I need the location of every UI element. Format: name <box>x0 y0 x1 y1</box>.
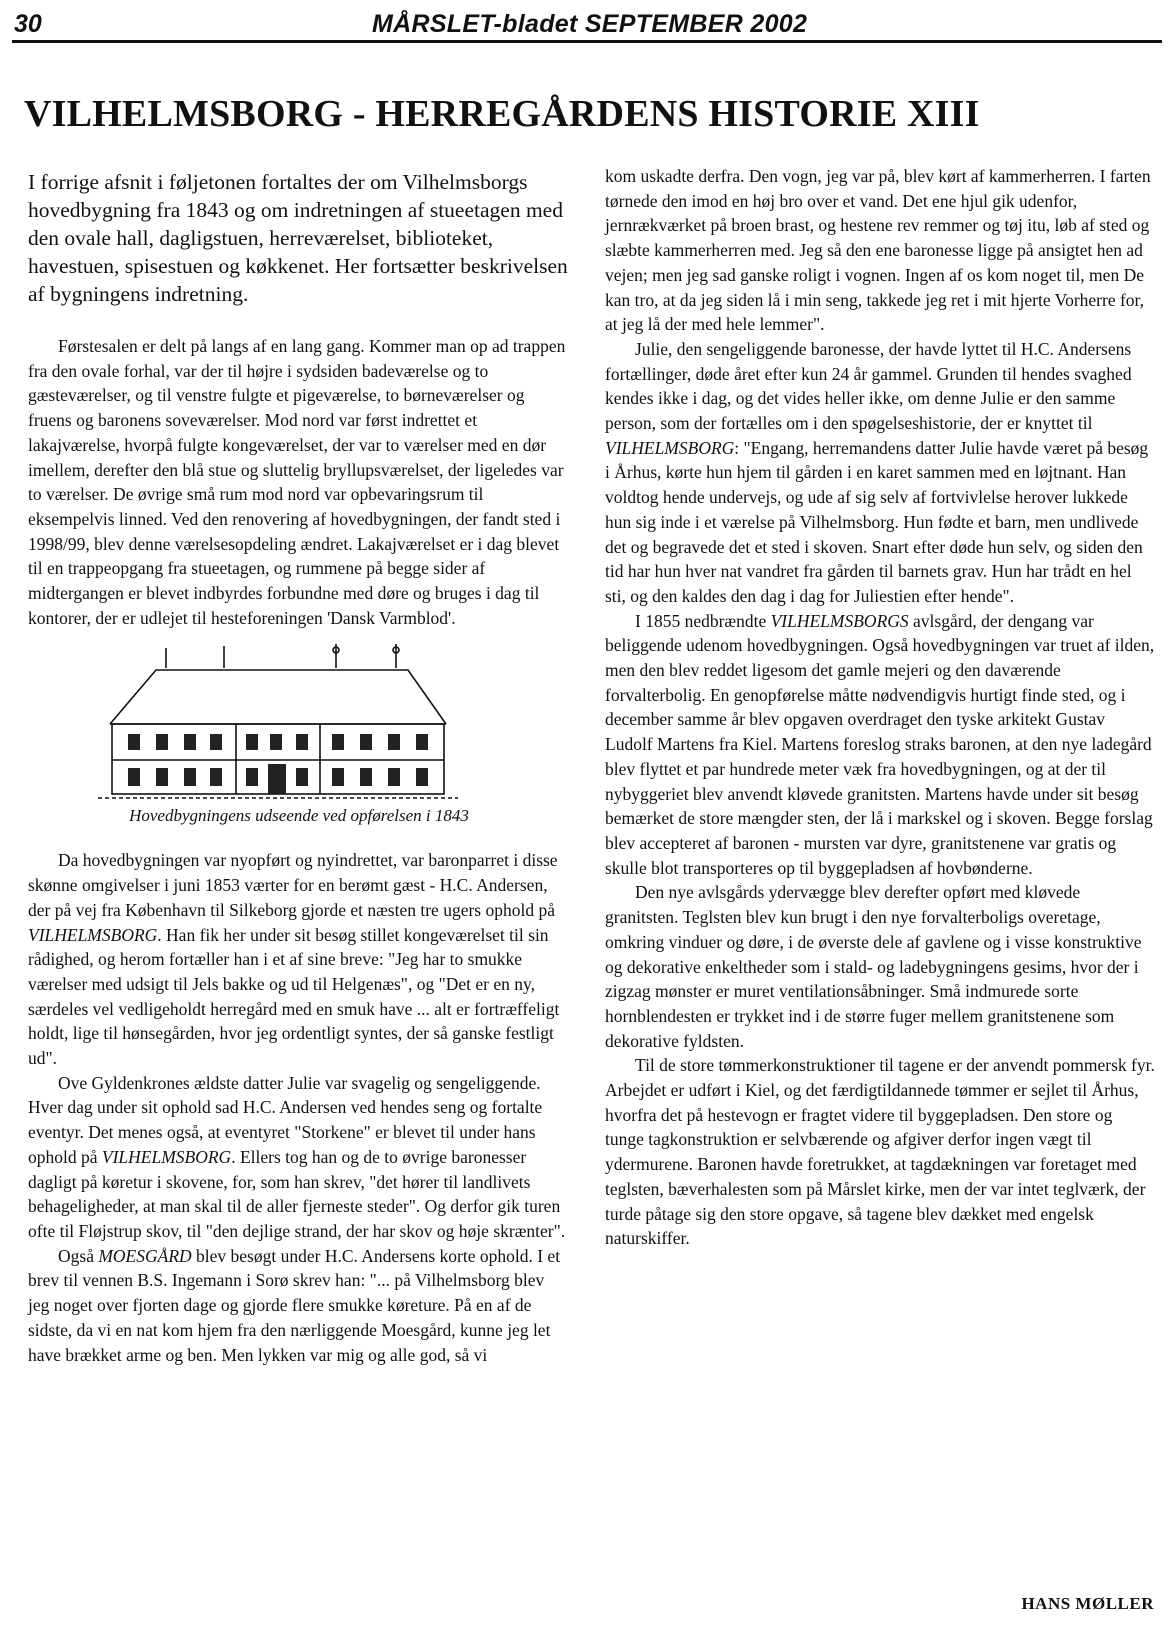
text-run: Ove Gyldenkrones ældste datter Julie var svagelig og sengeliggende. Hver dag under sit ophold sad H.C. Andersen ved hendes seng og fortalte eventyr. Det menes også, at eventyret "Storkene" er blevet til under hans ophold på <box>28 1072 543 1167</box>
emphasis-vilhelmsborgs: VILHELMSBORGS <box>770 610 909 631</box>
emphasis-vilhelmsborg: VILHELMSBORG <box>28 924 158 945</box>
paragraph-moesgaard <box>28 1244 570 1368</box>
text-run: : "Engang, herremandens datter Julie havde været på besøg i Århus, kørte hun hjem til gården i en karet sammen med en løjtnant. Han voldtog hende undervejs, og ude af sig selv af fortvivlelse herover lukkede hun sig inde i et værelse på Vilhelmsborg. Hun fødte et barn, men undlivede det og begravede det et sted i skoven. Snart efter døde hun selv, og siden den tid har hun hver nat vandret fra gården til barnets grav. Hun har trådt en hel sti, og den kaldes den dag i dag for Juliestien efter hende". <box>605 437 1149 606</box>
left-column <box>28 168 570 1367</box>
text-run: avlsgård, der dengang var beliggende udenom hovedbygningen. Også hovedbygningen var truet af ilden, men den blev reddet ligesom det gamle mejeri og den daværende forvalterbolig. En genopførelse måtte nødvendigvis hurtigt finde sted, og i december samme år blev opgaven overdraget den tyske arkitekt Gustav Ludolf Martens fra Kiel. Martens foreslog straks baronen, at den nye ladegård blev flyttet et par hundrede meter væk fra hovedbygningen, og at der til nybyggeriet blev anvendt kløvede granitsten. Martens havde under sit besøg bemærket de store mængder sten, der lå i markskel og i skoven. Begge forslag blev accepteret af baronen - mursten var dyre, granitstenene var gratis og skulle blot transporteres op til byggepladsen af hovbønderne. <box>605 610 1155 878</box>
paragraph-timber-roof: Til de store tømmerkonstruktioner til tagene er der anvendt pommersk fyr. Arbejdet er udført i Kiel, og det færdigtildannede tømmer er sejlet til Århus, hvorfra det på hestevogn er fragtet videre til byggepladsen. Den store og tunge tagkonstruktion er selvbærende og afgiver derfor ingen vægt til ydermurene. Baronen havde foretrukket, at tagdækningen var foretaget med teglsten, bæverhalesten som på Mårslet kirke, men der var intet teglværk, der turde påtage sig den store opgave, så tagene blev dækket med engelsk naturskiffer. <box>605 1055 1155 1249</box>
article-title: VILHELMSBORG - HERREGÅRDENS HISTORIE XIII <box>24 93 980 135</box>
text-run: blev besøgt under H.C. Andersens korte ophold. I et brev til vennen B.S. Ingemann i Sorø skrev han: "... på Vilhelmsborg blev jeg noget over fjorten dage og gjorde flere smukke køreture. På en af de sidste, da vi en nat kom hjem fra den nærliggende Moesgård, kunne jeg let have brækket arme og ben. Men lykken var mig og alle god, så vi <box>28 1245 561 1365</box>
text-run: Også <box>58 1245 99 1266</box>
lead-paragraph: I forrige afsnit i føljetonen fortaltes der om Vilhelmsborgs hovedbygning fra 1843 og om indretningen af stueetagen med den ovale hall, dagligstuen, herreværelset, biblioteket, havestuen, spisestuen og køkkenet. Her fortsætter beskrivelsen af bygningens indretning. <box>28 170 568 306</box>
text-run: . Han fik her under sit besøg stillet kongeværelset til sin rådighed, og herom fortæller han i et af sine breve: "Jeg har to smukke værelser med udsigt til Jels bakke og ud til Helgenæs", og "Det er en ny, særdeles vel vedligeholdt herregård med en smuk have ... alt er fortræffeligt holdt, lige til hønsegården, hvor jeg ordentligt syntes, der så ganske festligt ud". <box>28 924 560 1069</box>
paragraph-hc-andersen-visit <box>28 848 570 1070</box>
emphasis-vilhelmsborg: VILHELMSBORG <box>605 437 735 458</box>
paragraph-julie <box>28 1071 570 1244</box>
manor-house-drawing <box>98 642 458 802</box>
paragraph-first-floor: Førstesalen er delt på langs af en lang gang. Kommer man op ad trappen fra den ovale forhal, var der til højre i sydsiden badeværelse og to gæsteværelser, og til venstre fulgte et pigeværelse, to børneværelser og fruens og baronens soveværelser. Mod nord var først indrettet et lakajværelse, hvorpå fulgte kongeværelset, der var to værelser med en dør imellem, derefter den blå stue og sluttelig bryllupsværelset, der ligeledes var to værelser. De øvrige små rum mod nord var opbevaringsrum til eksempelvis linned. Ved den renovering af hovedbygningen, der fandt sted i 1998/99, blev denne værelsesopdeling ændret. Lakajværelset er i dag blevet til en trappeopgang fra stueetagen, og rummene på begge sider af midtergangen er blevet indbyrdes forbundne med døre og bruges i dag til kontorer, der er udlejet til hesteforeningen 'Dansk Varmblod'. <box>28 336 566 628</box>
running-head: MÅRSLET-bladet SEPTEMBER 2002 <box>372 10 808 38</box>
text-run: Julie, den sengeliggende baronesse, der havde lyttet til H.C. Andersens fortællinger, døde året efter kun 24 år gammel. Grunden til hendes svaghed kendes ikke i dag, og det vides heller ikke, om denne Julie er den samme person, som der fortælles om i den spøgelseshistorie, der er knyttet til <box>605 338 1132 434</box>
text-run: Da hovedbygningen var nyopført og nyindrettet, var baronparret i disse skønne omgivelser i juni 1853 værter for en berømt gæst - H.C. Andersen, der på vej fra København til Silkeborg gjorde et næsten tre ugers ophold på <box>28 850 558 920</box>
paragraph-ghost-story <box>605 337 1155 609</box>
emphasis-vilhelmsborg: VILHELMSBORG <box>101 1146 232 1167</box>
emphasis-moesgaard: MOESGÅRD <box>98 1245 192 1266</box>
author-byline: HANS MØLLER <box>1021 1594 1154 1613</box>
paragraph-carriage-accident: kom uskadte derfra. Den vogn, jeg var på, blev kørt af kammerherren. I farten tørnede den imod en høj bro over et vand. Det ene hjul gik udenfor, jernrækværket på broen brast, og hestene rev remmer og tøj itu, løb af sted og slæbte kammerherren med. Jeg så den ene baronesse ligge på ansigtet hen ad vejen; men jeg sad ganske roligt i vognen. Ingen af os kom noget til, men De kan tro, at da jeg siden lå i min seng, takkede jeg ret i mit hjerte Vorherre for, at jeg lå der med hele lemmer". <box>605 166 1151 335</box>
paragraph-granite-walls: Den nye avlsgårds ydervægge blev derefter opført med kløvede granitsten. Teglsten blev kun brugt i den nye forvalterboligs overetage, omkring vinduer og døre, i de øverste dele af gavlene og i visse konstruktive og dekorative enkeltheder som i stald- og ladebygningens gesims, hvor der i zigzag mønster er muret ventilationsåbninger. Små indmurede sorte hornblendesten er trykket ind i de større fuger mellem granitstenene som dekorative fyldsten. <box>605 882 1142 1051</box>
text-run: . Ellers tog han og de to øvrige baronesser dagligt på køretur i skovene, for, som han skrev, "det hører til landlivets behageligheder, at man skal til de aller fjerneste steder". Og derfor gik turen ofte til Fløjstrup skov, til "den dejlige strand, der har skov og høje skrænter". <box>28 1146 566 1241</box>
page-number: 30 <box>14 10 42 38</box>
paragraph-fire-1855 <box>605 609 1155 881</box>
right-column <box>605 164 1155 1251</box>
figure-caption: Hovedbygningens udseende ved opførelsen i 1843 <box>129 806 469 826</box>
text-run: I 1855 nedbrændte <box>635 610 771 631</box>
building-figure <box>28 642 570 826</box>
page-header <box>12 10 1162 43</box>
